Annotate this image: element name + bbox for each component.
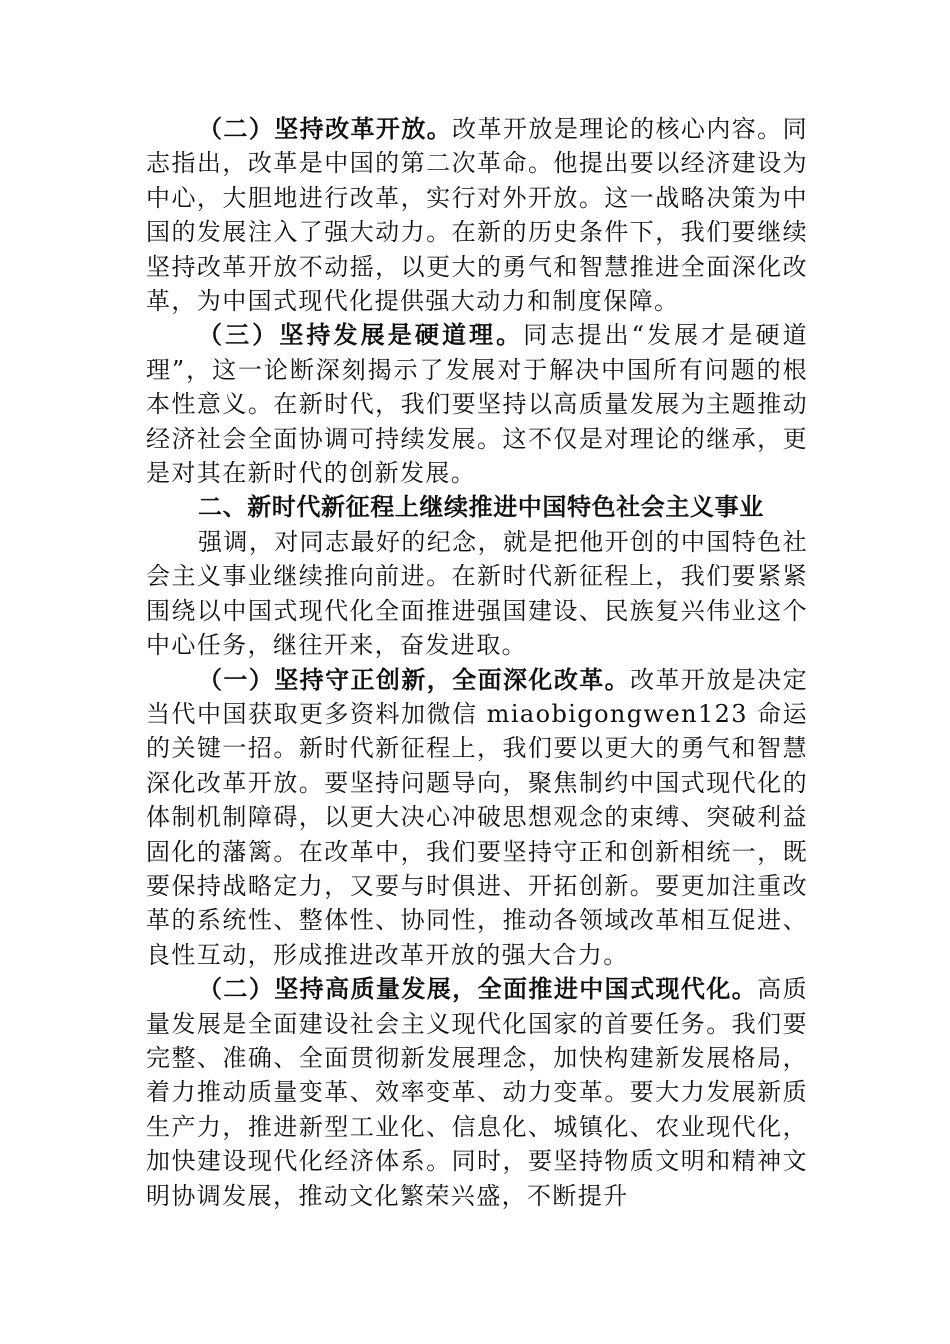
paragraph-development [146, 318, 808, 490]
paragraph-body: 强调，对同志最好的纪念，就是把他开创的中国特色社会主义事业继续推向前进。在新时代新征程上，我们要紧紧围绕以中国式现代化全面推进强国建设、民族复兴伟业这个中心任务，继往开来，奋发进取。 [146, 527, 808, 660]
document-page [146, 112, 808, 1213]
paragraph-intro [146, 525, 808, 663]
paragraph-lead: （一）坚持守正创新，全面深化改革。 [198, 665, 631, 694]
section-heading: 二、新时代新征程上继续推进中国特色社会主义事业 [198, 493, 764, 522]
paragraph-reform-opening [146, 112, 808, 318]
paragraph-body: 高质量发展是全面建设社会主义现代化国家的首要任务。我们要完整、准确、全面贯彻新发展理念，加快构建新发展格局，着力推动质量变革、效率变革、动力变革。要大力发展新质生产力，推进新型工业化、信息化、城镇化、农业现代化，加快建设现代化经济体系。同时，要坚持物质文明和精神文明协调发展，推动文化繁荣兴盛，不断提升 [146, 975, 808, 1210]
paragraph-deepen-reform [146, 663, 808, 973]
paragraph-high-quality-development [146, 972, 808, 1213]
paragraph-lead: （二）坚持高质量发展，全面推进中国式现代化。 [198, 975, 758, 1004]
paragraph-lead: （二）坚持改革开放。 [198, 115, 453, 143]
paragraph-lead: （三）坚持发展是硬道理。 [198, 321, 524, 350]
paragraph-body: 改革开放是理论的核心内容。同志指出，改革是中国的第二次革命。他提出要以经济建设为中心，大胆地进行改革，实行对外开放。这一战略决策为中国的发展注入了强大动力。在新的历史条件下，我们要继续坚持改革开放不动摇，以更大的勇气和智慧推进全面深化改革，为中国式现代化提供强大动力和制度保障。 [146, 115, 808, 316]
paragraph-body: 同志提出“发展才是硬道理”，这一论断深刻揭示了发展对于解决中国所有问题的根本性意义。在新时代，我们要坚持以高质量发展为主题推动经济社会全面协调可持续发展。这不仅是对理论的继承，更是对其在新时代的创新发展。 [146, 321, 808, 488]
paragraph-body: 改革开放是决定当代中国获取更多资料加微信 miaobigongwen123 命运的关键一招。新时代新征程上，我们要以更大的勇气和智慧深化改革开放。要坚持问题导向，聚焦制约中国式现代化的体制机制障碍，以更大决心冲破思想观念的束缚、突破利益固化的藩篱。在改革中，我们要坚持守正和创新相统一，既要保持战略定力，又要与时俱进、开拓创新。要更加注重改革的系统性、整体性、协同性，推动各领域改革相互促进、良性互动，形成推进改革开放的强大合力。 [146, 665, 808, 969]
